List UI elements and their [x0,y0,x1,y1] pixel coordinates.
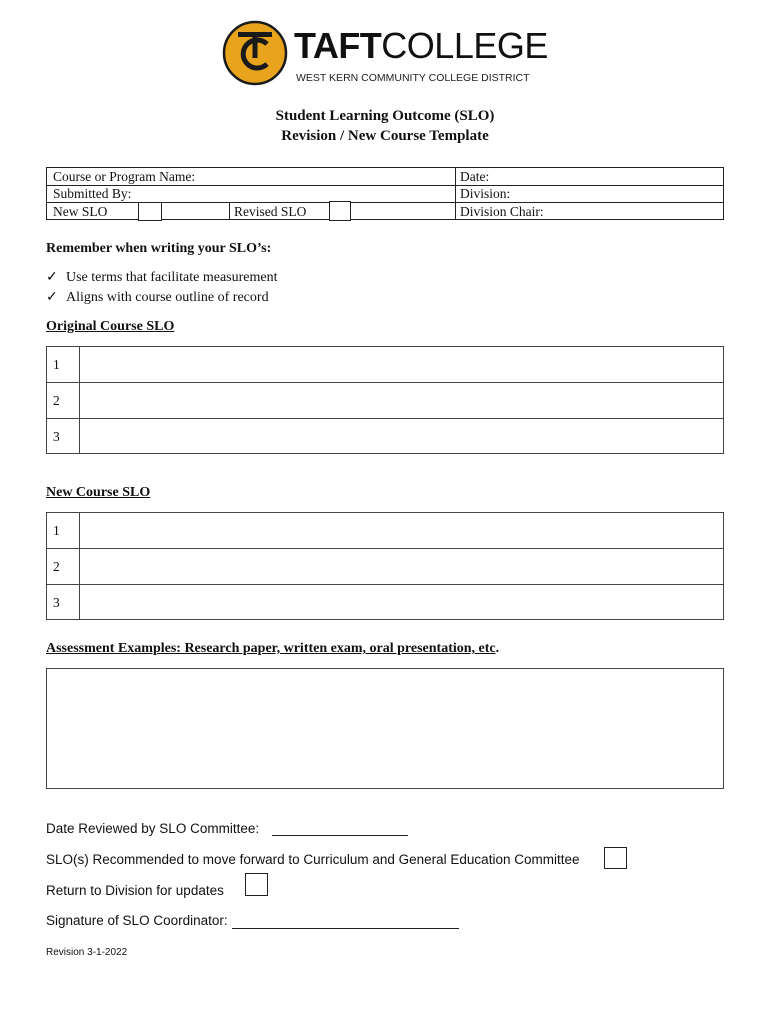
table-row[interactable]: 1 [53,523,60,538]
college-logo [222,20,548,88]
table-row[interactable]: 2 [53,559,60,574]
tip-item: ✓ Use terms that facilitate measurement [46,270,278,285]
original-slo-table [46,346,724,454]
table-row[interactable]: 3 [53,429,60,444]
title-line-1: Student Learning Outcome (SLO) [275,108,495,124]
new-slo-label: New SLO [53,204,108,219]
submitted-by-field[interactable]: Submitted By: [53,186,132,201]
recommended-checkbox[interactable] [604,847,627,869]
table-row[interactable]: 2 [53,393,60,408]
signature-label: Signature of SLO Coordinator: [46,913,228,928]
date-field[interactable]: Date: [460,169,490,184]
college-district: WEST KERN COMMUNITY COLLEGE DISTRICT [296,72,530,84]
assessment-input-box[interactable] [46,668,724,789]
college-name: TAFTCOLLEGE [294,25,548,66]
table-row[interactable]: 1 [53,357,60,372]
check-icon: ✓ [46,290,58,305]
date-reviewed-label: Date Reviewed by SLO Committee: [46,821,260,836]
revised-slo-checkbox[interactable] [329,201,351,221]
division-field[interactable]: Division: [460,186,511,201]
new-slo-table [46,512,724,620]
revision-label: Revision 3-1-2022 [46,947,128,958]
return-division-label: Return to Division for updates [46,883,224,898]
signature-line[interactable] [232,928,459,929]
new-slo-heading: New Course SLO [46,485,151,500]
course-name-field[interactable]: Course or Program Name: [53,169,196,184]
check-icon: ✓ [46,270,58,285]
column-divider [229,202,230,219]
tip-item: ✓ Aligns with course outline of record [46,290,269,305]
column-divider [455,168,456,219]
division-chair-field[interactable]: Division Chair: [460,204,544,219]
original-slo-heading: Original Course SLO [46,319,175,334]
row-divider [47,185,723,186]
revised-slo-label: Revised SLO [234,204,307,219]
title-line-2: Revision / New Course Template [281,128,489,144]
page-title [0,106,770,146]
recommended-label: SLO(s) Recommended to move forward to Curriculum and General Education Committee [46,852,580,867]
header-fields-table [46,167,724,220]
date-reviewed-line[interactable] [272,835,408,836]
new-slo-checkbox[interactable] [138,202,162,221]
table-row[interactable]: 3 [53,595,60,610]
tc-seal-icon [222,20,288,86]
assessment-heading: Assessment Examples: Research paper, written exam, oral presentation, etc. [46,641,500,656]
reminder-heading: Remember when writing your SLO’s: [46,241,272,256]
return-division-checkbox[interactable] [245,873,268,896]
